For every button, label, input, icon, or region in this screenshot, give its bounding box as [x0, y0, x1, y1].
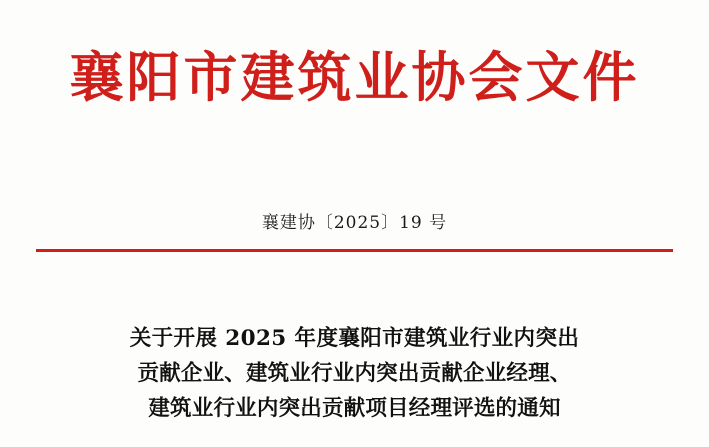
document-header-title: 襄阳市建筑业协会文件: [69, 45, 640, 109]
main-title-line-1: 关于开展 2025 年度襄阳市建筑业行业内突出: [129, 326, 580, 351]
red-divider-rule: [36, 249, 673, 252]
main-title-line-2: 贡献企业、建筑业行业内突出贡献企业经理、: [137, 360, 572, 386]
document-main-title: [52, 322, 657, 426]
main-title-line-3: 建筑业行业内突出贡献项目经理评选的通知: [148, 395, 561, 421]
document-number: 襄建协〔2025〕19 号: [261, 213, 448, 233]
